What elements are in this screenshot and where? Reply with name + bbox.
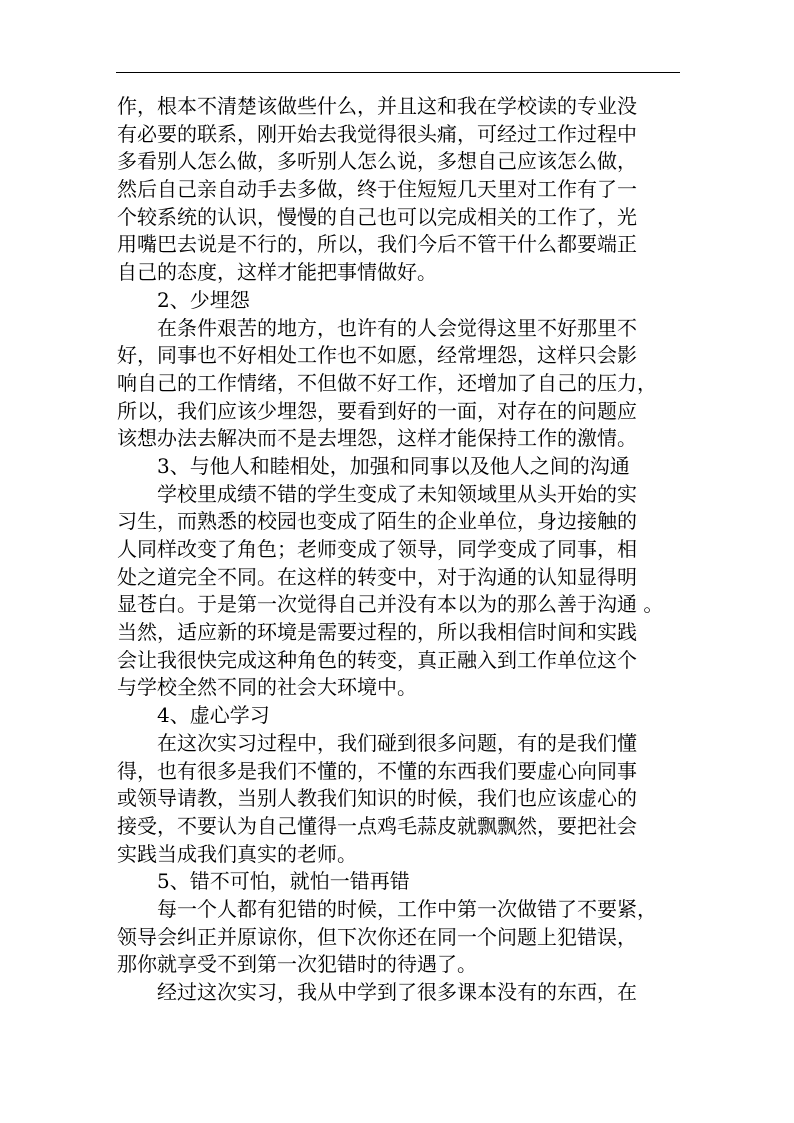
- text-line: 所以，我们应该少埋怨，要看到好的一面，对存在的问题应: [117, 398, 637, 423]
- section-heading: 3、与他人和睦相处，加强和同事以及他人之间的沟通: [157, 453, 630, 478]
- text-line: 好，同事也不好相处工作也不如愿，经常埋怨，这样只会影: [117, 343, 637, 368]
- text-line: 在条件艰苦的地方，也许有的人会觉得这里不好那里不: [157, 315, 637, 340]
- text-line: 响自己的工作情绪，不但做不好工作，还增加了自己的压力，: [117, 370, 657, 395]
- text-line: 会让我很快完成这种角色的转变，真正融入到工作单位这个: [117, 647, 637, 672]
- text-line: 得，也有很多是我们不懂的，不懂的东西我们要虚心向同事: [117, 758, 637, 783]
- text-line: 人同样改变了角色；老师变成了领导，同学变成了同事，相: [117, 537, 637, 561]
- text-line: 处之道完全不同。在这样的转变中，对于沟通的认知显得明: [117, 564, 637, 589]
- section-heading: 4、虚心学习: [157, 703, 270, 728]
- section-heading: 2、少埋怨: [157, 287, 250, 312]
- text-line: 然后自己亲自动手去多做，终于住短短几天里对工作有了一: [117, 177, 637, 202]
- header-rule: [116, 72, 680, 73]
- text-line: 自己的态度，这样才能把事情做好。: [117, 260, 437, 285]
- text-line: 该想办法去解决而不是去埋怨，这样才能保持工作的激情。: [117, 426, 637, 451]
- text-line: 领导会纠正并原谅你，但下次你还在同一个问题上犯错误，: [117, 924, 637, 949]
- text-line: 在这次实习过程中，我们碰到很多问题，有的是我们懂: [157, 730, 637, 755]
- text-line: 个较系统的认识，慢慢的自己也可以完成相关的工作了，光: [117, 204, 637, 229]
- text-line: 学校里成绩不错的学生变成了未知领域里从头开始的实: [157, 481, 637, 506]
- text-line: 习生，而熟悉的校园也变成了陌生的企业单位，身边接触的: [117, 509, 637, 534]
- text-line: 接受，不要认为自己懂得一点鸡毛蒜皮就飘飘然，要把社会: [117, 813, 637, 838]
- text-line: 多看别人怎么做，多听别人怎么说，多想自己应该怎么做，: [117, 149, 637, 174]
- text-line: 有必要的联系，刚开始去我觉得很头痛，可经过工作过程中: [117, 121, 637, 146]
- text-line: 或领导请教，当别人教我们知识的时候，我们也应该虚心的: [117, 786, 637, 811]
- document-body: [117, 93, 682, 1007]
- text-line: 那你就享受不到第一次犯错时的待遇了。: [117, 952, 477, 977]
- text-line: 用嘴巴去说是不行的，所以，我们今后不管干什么都要端正: [117, 232, 637, 257]
- text-line: 每一个人都有犯错的时候，工作中第一次做错了不要紧，: [157, 896, 657, 921]
- text-line: 经过这次实习，我从中学到了很多课本没有的东西，在: [157, 980, 637, 1004]
- text-line: 实践当成我们真实的老师。: [117, 841, 357, 866]
- text-line: 显苍白。于是第一次觉得自己并没有本以为的那么善于沟通 。: [117, 592, 664, 617]
- text-line: 与学校全然不同的社会大环境中。: [117, 675, 417, 700]
- section-heading: 5、错不可怕，就怕一错再错: [157, 869, 410, 894]
- text-line: 当然，适应新的环境是需要过程的，所以我相信时间和实践: [117, 620, 637, 645]
- text-line: 作，根本不清楚该做些什么，并且这和我在学校读的专业没: [117, 94, 637, 118]
